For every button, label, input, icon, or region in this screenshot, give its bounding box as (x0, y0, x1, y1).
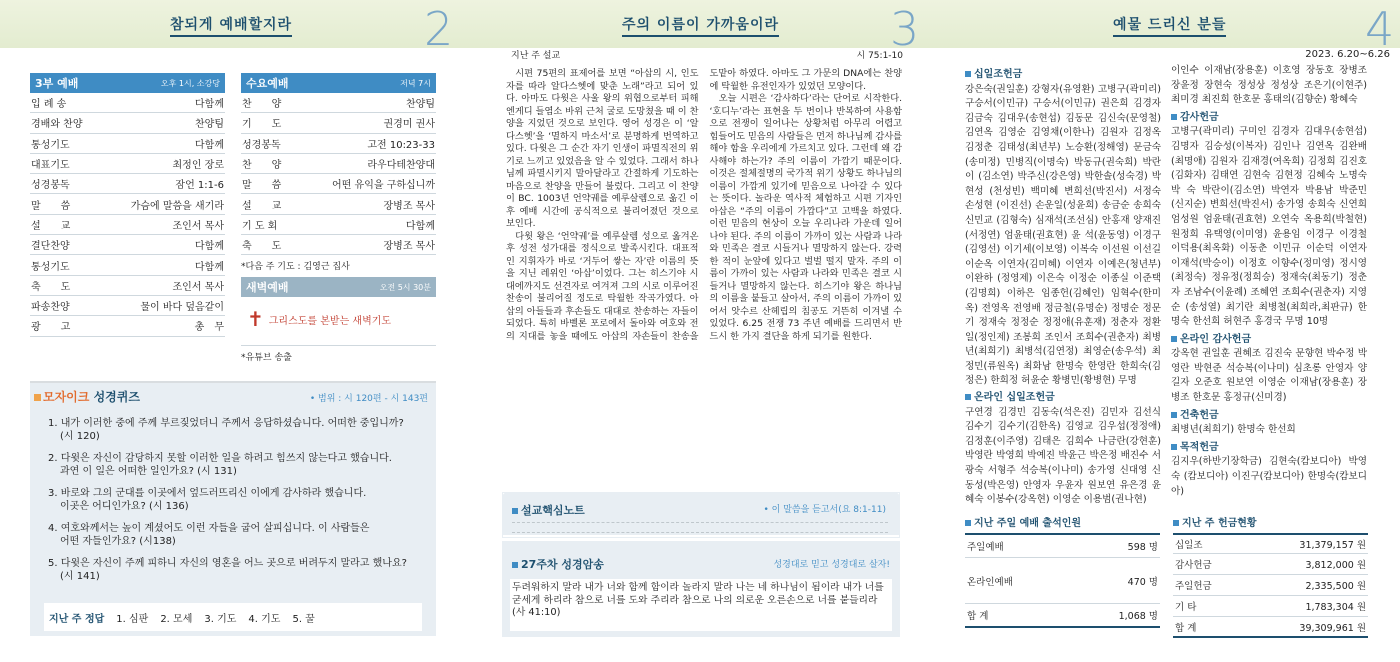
table-value: 39,309,961 원 (1299, 622, 1366, 634)
schedule-value: 물이 바다 덮음같이 (140, 302, 224, 314)
thanks-title: 감사헌금 (1171, 111, 1367, 126)
service3-schedule (30, 73, 225, 337)
quiz-question-line: 1. 내가 이러한 중에 주께 부르짖었더니 주께서 응답하셨습니다. 어떠한 중입니까? (48, 418, 404, 429)
notes-ref: • 이 말씀을 듣고서(요 8:1-11) (763, 505, 886, 515)
schedule-value: 장병조 목사 (383, 200, 435, 212)
schedule-value: 어떤 유익을 구하십니까 (332, 180, 435, 192)
table-label: 온라인예배 (967, 576, 1013, 588)
page-4 (933, 0, 1400, 662)
schedule-role: 설 교 (242, 200, 282, 212)
schedule-role: 결단찬양 (31, 241, 70, 253)
schedule-value: 권경미 권사 (383, 119, 435, 131)
schedule-row (241, 113, 436, 133)
schedule-role: 설 교 (31, 220, 71, 232)
table-label: 주일예배 (967, 542, 1004, 553)
schedule-row (30, 93, 225, 113)
table-row (965, 558, 1160, 604)
attendance-table (965, 514, 1160, 628)
quiz-question-line: (시 120) (60, 431, 100, 442)
cross-icon: ✝ (247, 307, 264, 332)
quiz-question-line: 2. 다윗은 자신이 감당하지 못할 이러한 일을 하려고 힘쓰지 않는다고 했습니다. (48, 453, 392, 464)
table-label: 십일조 (1175, 540, 1203, 551)
schedule-row (241, 93, 436, 113)
schedule-row (241, 194, 436, 214)
online-thanks-title: 온라인 감사헌금 (1171, 333, 1367, 348)
table-label: 기 타 (1175, 602, 1197, 613)
schedule-row (30, 154, 225, 174)
quiz-question (48, 522, 428, 548)
quiz-question-line: 3. 바로와 그의 군대를 이곳에서 엎드러뜨리신 이에게 감사하라 했습니다. (48, 488, 367, 499)
quiz-questions (48, 417, 428, 592)
quiz-answer: 1. 심판 (116, 613, 149, 625)
sermon-label: 지난 주 설교 (511, 51, 561, 61)
table-value: 598 명 (1127, 542, 1158, 553)
wednesday-header (241, 73, 436, 93)
schedule-value: 찬양팀 (195, 119, 224, 131)
schedule-row (30, 215, 225, 235)
table-row (1173, 596, 1368, 617)
schedule-row (30, 235, 225, 255)
square-icon (34, 394, 41, 401)
mission-names: 김지우(하반기장학금) 김현숙(캄보디아) 박영숙 (캄보디아) 이진구(캄보디아) 한명숙(캄보디아) (1171, 456, 1367, 497)
quiz-title (34, 388, 140, 405)
schedule-role: 통성기도 (31, 261, 70, 273)
schedule-role: 기 도 회 (242, 220, 278, 232)
sermon-paragraph: 시편 75편의 표제어를 보면 “아삽의 시, 인도자를 따라 알다스헷에 맞춘 노래”라고 되어 있다. 아마도 다윗은 사울 왕의 위협으로부터 피해 엔게디 들염소 바위 근처 굴로 도망쳤을 때 이 찬양을 지었던 것으로 보인다. 영어 성경은 이 ‘알다스헷’을 ‘멸하지 마소서’로 분명하게 번역하고 있다. 다윗은 그 순간 자기 인생이 파멸직전의 위기로 느끼고 있었음을 알 수 있었다. 그래서 하나님께 파멸시키지 말아달라고 간절하게 기도하는 마음으로 찬양을 만들어 불렀다. 그리고 이 찬양이 BC. 1003년 언약궤를 예루살렘으로 옮긴 이후 예배 시간에 공식적으로 불리어졌던 것으로 보인다. (506, 68, 699, 229)
schedule-role: 말 씀 (31, 200, 71, 212)
table-label: 감사헌금 (1175, 560, 1212, 571)
page-number: 2 (424, 2, 454, 56)
schedule-role: 광 고 (31, 322, 71, 334)
quiz-title-text: 성경퀴즈 (93, 390, 140, 404)
tithe-names-continued: 이인수 이재남(장용훈) 이호영 장동호 장병조 장윤정 장현숙 정성상 정성상 조은기(이현주) 최미경 최진희 한호문 홍태의(김향순) 황혜숙 (1171, 65, 1367, 106)
page-title: 주의 이름이 가까움이라 (622, 14, 779, 37)
page-number: 3 (890, 2, 920, 56)
dawn-logo-text: 그리스도를 본받는 새벽기도 (268, 315, 392, 327)
schedule-value: 잠언 1:1-6 (175, 180, 224, 192)
schedule-value: 가슴에 말씀을 새기라 (130, 200, 224, 212)
schedule-value: 총 무 (194, 322, 224, 334)
schedule-value: 다함께 (195, 139, 224, 151)
quiz-answer: 4. 기도 (248, 613, 281, 625)
schedule-value: 다함께 (195, 241, 224, 253)
schedule-row (241, 215, 436, 235)
schedule-row (30, 194, 225, 214)
quiz-question (48, 557, 428, 583)
notes-title: 설교핵심노트 (512, 504, 585, 517)
table-label: 합 계 (967, 611, 989, 622)
page-header (0, 0, 466, 56)
quiz-answer: 2. 모세 (160, 613, 193, 625)
memory-subtitle: 성경대로 믿고 성경대로 살자! (773, 560, 890, 570)
schedule-row (30, 296, 225, 316)
offering-title: 지난 주 헌금현황 (1173, 514, 1368, 529)
table-label: 합 계 (1175, 622, 1197, 634)
quiz-question-line: 어떤 자들인가요? (시138) (60, 536, 176, 547)
schedule-role: 통성기도 (31, 139, 70, 151)
quiz-question (48, 487, 428, 513)
building-title: 건축헌금 (1171, 409, 1367, 424)
tithe-title: 십일조헌금 (965, 68, 1161, 83)
thanks-names: 고병구(곽미리) 구미인 김경자 김대우(송현섭) 김명자 김승성(이복자) 김인나 김연옥 김완배 (최명애) 김원자 김재경(여옥희) 김정희 김진호 (김화자) 김태연 김현숙 김현정 김혜숙 노명숙 박 숙 박란이(김소연) 박연자 박용남 박준민 (신지순) 변희선(박진서) 송가영 송희숙 신연희 엄성원 엄윤태(권효현) 오연숙 옥용희(박철현) 원정희 유택영(이미영) 윤용임 이경구 이경철 이덕용(최옥화) 이동춘 이민규 이순덕 이연자 이재석(박승이) 이정호 이향수(정미영) 정시영 (최정숙) 정유정(정희승) 정재숙(최동기) 정춘자 조남수(이윤례) 조혜연 조희수(권춘자) 지영순 (송성열) 최기란 최병철(최희라,최판규) 한명숙 한선희 허현주 홍경국 무명 10명 (1171, 126, 1367, 328)
schedule-value: 장병조 목사 (383, 241, 435, 253)
date-range: 2023. 6.20~6.26 (1305, 49, 1390, 60)
schedule-value: 고전 10:23-33 (367, 139, 435, 151)
page-title: 예물 드리신 분들 (1113, 14, 1226, 37)
schedule-row (30, 316, 225, 336)
schedule-role: 성경봉독 (31, 180, 70, 192)
schedule-row (30, 255, 225, 275)
table-row (1173, 575, 1368, 596)
mission-title: 목적헌금 (1171, 441, 1367, 456)
dawn-header (241, 277, 436, 297)
schedule-value: 다함께 (406, 220, 435, 232)
wednesday-time: 저녁 7시 (400, 78, 431, 88)
memory-verse (502, 541, 900, 637)
quiz-question (48, 417, 428, 443)
last-week-answers (44, 603, 422, 631)
schedule-role: 찬 양 (242, 160, 282, 172)
table-row (965, 604, 1160, 628)
memory-title: 27주차 성경암송 (512, 556, 604, 572)
table-row (1173, 533, 1368, 554)
schedule-role: 성경봉독 (242, 139, 281, 151)
online-thanks-names: 강옥현 권일훈 권혜조 김진숙 문향현 박수정 박영란 박현준 석승복(이나미) 심초롱 안영자 양길자 오준호 원보연 이영순 이재남(장용훈) 장병조 한호문 홍정규(신미경) (1171, 348, 1367, 404)
table-row (1173, 554, 1368, 575)
sermon-paragraph: 오늘 시편은 ‘감사하다’라는 단어로 시작한다. ‘호디누’라는 표현을 두 번이나 반복하여 사용함으로 전쟁이 일어나는 상황처럼 아무리 어렵고 힘들어도 믿음의 사람들은 먼저 하나님께 감사를 해야 함을 우리에게 가르치고 있다. 그런데 왜 감사해야 하는가? 주의 이름이 가깝기 때문이다. 이것은 절체절명의 국가적 위기 상황도 하나님의 이름이 가깝게 있기에 믿음으로 나아갈 수 있다는 뜻이다. 놀라운 역사적 체험하고 시편 기자인 아삽은 “주의 이름이 가깝다”고 고백을 하였다. 이런 믿음의 현상이 오늘 우리나라 가운데 일어나야 된다. 주의 이름이 가까이 있는 사람과 나라와 민족은 결코 시들거나 멸망하지 않는다. 강력한 적이 눈앞에 있다고 벌벌 떨지 말자. 주의 이름이 가까이 있는 사람과 나라와 민족은 결코 시들거나 멸망하지 않는다. 히스기야 왕은 하나님의 이름을 붙들고 살아서, 주의 이름이 가까이 있어서 앗수르 산헤립의 침공도 거뜬히 이겨낼 수 있었다. 6.25 전쟁 73 주년 예배를 드리면서 반드시 한 가지 결단을 하게 되기를 원한다. (709, 93, 902, 342)
sermon-paragraph: 다윗 왕은 ‘언약궤’를 예루살렘 성으로 옮겨온 후 성전 성가대를 정식으로 발족시킨다. 대표적인 지휘자가 바로 ‘거두어 쌓는 자’란 이름의 뜻을 지닌 레위인 ‘아삽’이었다. 그는 히스기야 시대에까지도 선견자로 여겨져 그의 시로 이루어진 찬송이 불리어질 정도로 탁월한 작곡가였다. 아삽의 아들들과 후손들도 대대로 찬송하는 자들이 되었다. 특히 바벨론 포로에서 돌아와 여호와 전의 지대를 놓을 때에도 아삽의 자손들이 찬송을 도맡아 하였다. 아마도 그 가문의 DNA에는 찬양에 탁월한 유전인자가 있었던 모양이다. (506, 68, 902, 342)
page-3 (466, 0, 933, 662)
service3-header (30, 73, 225, 93)
service3-time: 오후 1시, 소강당 (160, 78, 220, 88)
dawn-logo (241, 297, 436, 341)
schedule-value: 찬양팀 (406, 99, 435, 111)
dawn-time: 오전 5시 30분 (379, 282, 431, 292)
sermon-meta (511, 48, 903, 61)
schedule-role: 파송찬양 (31, 302, 70, 314)
online-tithe-names: 구연경 김경민 김동숙(석은진) 김민자 김선식 김수기 김수기(김한옥) 김영교 김우섭(정정애) 김정훈(이주영) 김태은 김희수 나금란(강현훈) 박영란 박영희 박예진 박윤근 박은정 배진수 서광숙 서형주 석승복(이나미) 송가영 신대영 신동성(박은영) 안영자 우윤자 원보연 유은경 윤혜숙 이봉수(강옥현) 이영순 이용범(권나현) (965, 406, 1161, 506)
schedule-row (241, 235, 436, 255)
quiz-answer: 5. 꿀 (292, 613, 315, 625)
quiz-question-line: 과연 이 일은 어떠한 일인가요? (시 131) (60, 466, 237, 477)
dawn-title: 새벽예배 (246, 281, 289, 295)
answers-label: 지난 주 정답 (49, 613, 105, 625)
wednesday-title: 수요예배 (246, 77, 289, 90)
offering-table (1173, 514, 1368, 638)
schedule-role: 입 례 송 (31, 99, 67, 111)
page-2 (0, 0, 466, 662)
notes-frame (502, 492, 900, 538)
quiz-answer: 3. 기도 (204, 613, 237, 625)
quiz-question-line: 이곳은 어디인가요? (시 136) (60, 501, 189, 512)
quiz-question (48, 452, 428, 478)
schedule-value: 최정인 장로 (172, 160, 224, 172)
schedule-role: 기 도 (242, 119, 282, 131)
schedule-row (30, 276, 225, 296)
online-tithe-title: 온라인 십일조헌금 (965, 391, 1161, 406)
schedule-role: 축 도 (31, 281, 71, 293)
schedule-value: 다함께 (195, 99, 224, 111)
schedule-value: 다함께 (195, 261, 224, 273)
quiz-question-line: 5. 다윗은 자신이 주께 피하니 자신의 영혼을 어느 곳으로 버려두지 말라고 했나요? (48, 558, 407, 569)
service3-title: 3부 예배 (35, 77, 79, 90)
schedule-row (30, 134, 225, 154)
page-title: 참되게 예배할지라 (170, 14, 292, 37)
table-value: 31,379,157 원 (1299, 540, 1366, 551)
table-value: 470 명 (1127, 576, 1158, 588)
tithe-names: 강은숙(권일훈) 강형자(유영환) 고병구(곽미리) 구승서(이민규) 구승서(이민규) 권은희 김경자 김금숙 김대우(송현섭) 김동문 김신숙(문영철) 김연옥 김영순 김영채(이한나) 김원자 김정옥 김정춘 김태성(최년부) 노승환(정해영) 문금숙 (송미정) 민병직(이명숙) 박동규(권숙희) 박란이 (김소연) 박주신(강은영) 박한솔(성숙경) 박현성 (천성빈) 백미혜 변희선(박진서) 서정숙 손성현 (이진선) 손운일(성윤희) 송금순 송희숙 신민교 (김형숙) 심재석(조선심) 안홍재 양재진(서정연) 엄윤태(권효현) 윤 석(윤동영) 이경구(김영선) 이기세(이보영) 이복숙 이선원 이선길 이순옥 이연자(김미혜) 이연자 이예은(청년부) 이완하 (정영제) 이은숙 이정순 이종실 이준택(김명희) 이하은 임종헌(김혜인) 임혁수(한미옥) 전영옥 전영배 정금철(유명순) 정명순 정문기 정재숙 정정순 정정애(유훈재) 정춘자 정환일(정인제) 조봉희 조인서 조희수(권춘자) 최병년(최희기) 최병석(김연정) 최영순(송우석) 최정민(류원옥) 최화남 한명숙 한영란 한희숙(김정은) 한희정 허윤순 황병민(황병현) 무명 (965, 83, 1161, 387)
building-names: 최병년(최희기) 한명숙 한선희 (1171, 424, 1296, 436)
schedule-row (30, 174, 225, 194)
schedule-row (241, 134, 436, 154)
quiz-range: • 범위 : 시 120편 - 시 143편 (309, 394, 428, 404)
table-label: 주일헌금 (1175, 581, 1212, 592)
schedule-role: 말 씀 (242, 180, 282, 192)
schedule-role: 축 도 (242, 241, 282, 253)
table-value: 3,812,000 원 (1305, 560, 1366, 571)
attendance-title: 지난 주일 예배 출석인원 (965, 514, 1160, 529)
table-value: 2,335,500 원 (1305, 581, 1366, 592)
table-row (1173, 617, 1368, 638)
schedule-value: 조인서 목사 (172, 281, 224, 293)
sermon-ref: 시 75:1-10 (856, 51, 903, 61)
schedule-row (30, 113, 225, 133)
bible-quiz (30, 381, 436, 636)
table-value: 1,068 명 (1118, 611, 1158, 622)
offerings-right-column (1171, 64, 1367, 499)
offerings-left-column (965, 68, 1161, 508)
schedule-role: 대표기도 (31, 160, 70, 172)
sermon-text (506, 68, 902, 478)
memory-text: 두려워하지 말라 내가 너와 함께 함이라 놀라지 말라 나는 네 하나님이 됨이라 내가 너를 굳세게 하리라 참으로 너를 도와 주리라 참으로 나의 의로운 오른손으로 너를 붙들리라 (사 41:10) (510, 579, 892, 631)
youtube-note: *유튜브 송출 (241, 345, 436, 363)
quiz-question-line: (시 141) (60, 571, 100, 582)
page-number: 4 (1365, 2, 1395, 56)
schedule-role: 경배와 찬양 (31, 119, 83, 131)
schedule-row (241, 154, 436, 174)
wednesday-schedule (241, 73, 436, 363)
quiz-question-line: 4. 여호와께서는 높이 계셨어도 이런 자들을 굽어 살피십니다. 이 사람들은 (48, 523, 370, 534)
schedule-role: 찬 양 (242, 99, 282, 111)
schedule-value: 조인서 목사 (172, 220, 224, 232)
schedule-value: 라우다테찬양대 (367, 160, 435, 172)
quiz-title-prefix: 모자이크 (43, 390, 90, 404)
schedule-row (241, 174, 436, 194)
prayer-note: *다음 주 기도 : 김영근 집사 (241, 262, 350, 273)
table-value: 1,783,304 원 (1305, 602, 1366, 613)
table-row (965, 533, 1160, 558)
